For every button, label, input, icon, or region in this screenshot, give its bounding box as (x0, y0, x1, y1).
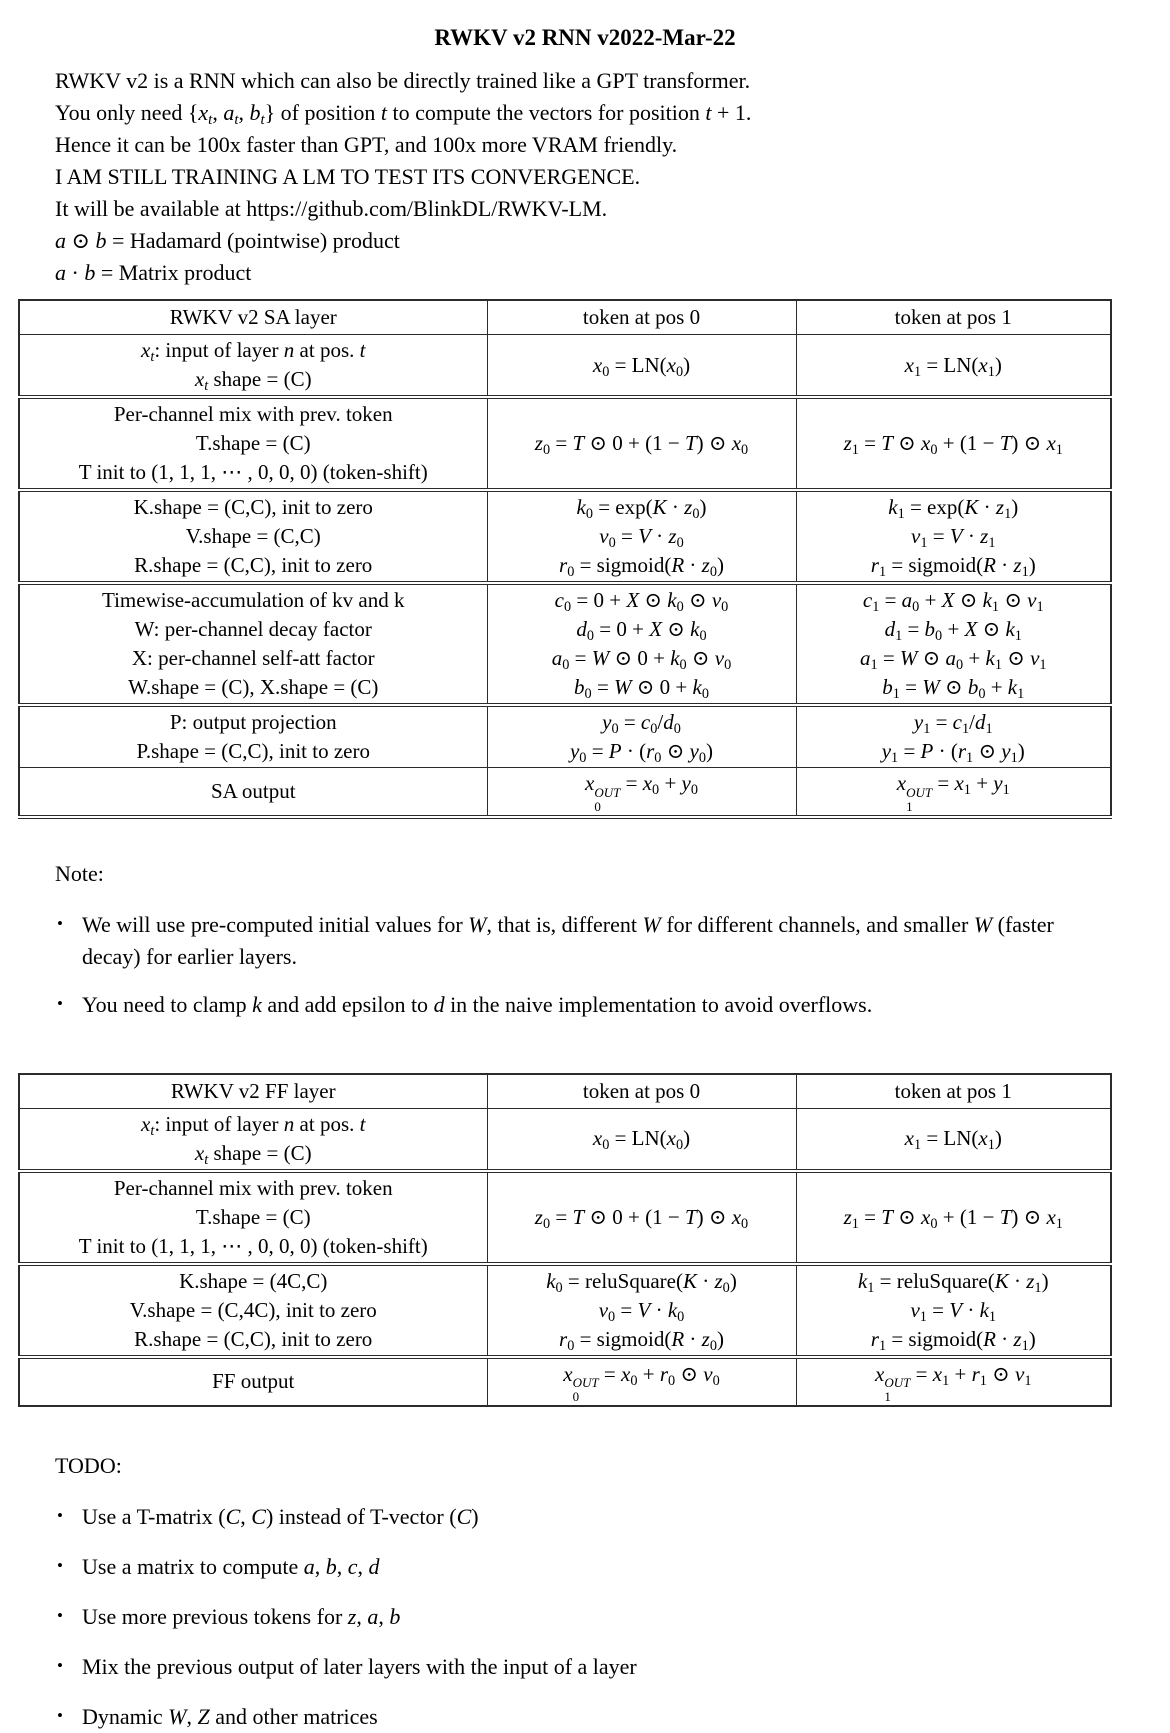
desc-cell (19, 335, 487, 398)
bullet-marker: • (57, 1506, 63, 1526)
todo-item (55, 1601, 1070, 1633)
table-header-cell: RWKV v2 FF layer (19, 1074, 487, 1109)
formula-cell (796, 1171, 1111, 1264)
desc-line: K.shape = (4C,C) (179, 1268, 328, 1293)
formula-cell (487, 397, 796, 490)
desc-cell (19, 397, 487, 490)
formula-line: x OUT 0 = $x_0 + r_0$ ⊙ $v_0$ (563, 1361, 720, 1405)
formula-line: $v_1 = V \cdot z_1$ (911, 524, 996, 551)
formula-line: $v_0 = V \cdot z_0$ (599, 524, 684, 551)
desc-line: Timewise-accumulation of kv and k (101, 588, 405, 612)
desc-cell (19, 1171, 487, 1264)
formula-line: $z_1 = T$ ⊙ $x_0 + (1 - T)$ ⊙ $x_1$ (843, 431, 1063, 458)
desc-line: FF output (212, 1369, 295, 1394)
formula-line: $a_1 = W$ ⊙ $a_0 + k_1$ ⊙ $v_1$ (859, 646, 1047, 673)
table-row (19, 490, 1111, 583)
formula-line: $k_1$ = reluSquare(K · $z_1$) (857, 1268, 1049, 1296)
table-header-row (19, 1074, 1111, 1109)
bullet-text: Dynamic W, Z and other matrices (82, 1704, 378, 1730)
table-row (19, 705, 1111, 768)
table-row (19, 1171, 1111, 1264)
formula-line: $z_0 = T$ ⊙ 0 + (1 − T) ⊙ $x_0$ (534, 1204, 749, 1232)
note-list (55, 909, 1070, 1021)
formula-line: $k_0$ = reluSquare(K · $z_0$) (546, 1268, 737, 1296)
intro-line: a · b = Matrix product (55, 260, 252, 285)
desc-line: P.shape = (C,C), init to zero (136, 739, 370, 763)
intro-line: a ⊙ b = Hadamard (pointwise) product (55, 228, 400, 253)
formula-line: $c_1 = a_0 + X$ ⊙ $k_1$ ⊙ $v_1$ (862, 588, 1044, 615)
formula-cell (487, 1108, 796, 1171)
formula-cell (796, 1264, 1111, 1357)
intro-line: I AM STILL TRAINING A LM TO TEST ITS CONVERGENCE. (55, 164, 641, 189)
sa-layer-table (18, 299, 1112, 819)
formula-line: $c_0 = 0 + X$ ⊙ $k_0$ ⊙ $v_0$ (554, 588, 729, 615)
formula-cell (487, 768, 796, 817)
formula-cell (796, 397, 1111, 490)
todo-item (55, 1551, 1070, 1583)
table-row (19, 1357, 1111, 1407)
formula-line: $d_0 = 0 + X$ ⊙ $k_0$ (576, 617, 707, 644)
formula-cell (796, 490, 1111, 583)
desc-line: R.shape = (C,C), init to zero (134, 1326, 373, 1351)
formula-line: $y_0 = c_0/d_0$ (602, 710, 681, 737)
formula-line: $k_1 = \exp(K \cdot z_1)$ (888, 495, 1019, 522)
formula-cell (487, 1357, 796, 1407)
bullet-text: Use a matrix to compute a, b, c, d (82, 1554, 380, 1580)
formula-line: $r_0$ = sigmoid(R · $z_0$) (559, 553, 724, 580)
table-header-row (19, 300, 1111, 335)
formula-line: x OUT 1 = $x_1 + r_1$ ⊙ $v_1$ (875, 1361, 1032, 1405)
formula-cell (796, 583, 1111, 705)
bullet-marker: • (57, 1606, 63, 1626)
formula-cell (487, 705, 796, 768)
desc-cell (19, 1108, 487, 1171)
bullet-text: Use a T-matrix (C, C) instead of T-vector (C) (82, 1504, 479, 1530)
formula-line: $x_1 = LN(x_1)$ (904, 352, 1002, 380)
formula-cell (796, 768, 1111, 817)
desc-line: V.shape = (C,C) (185, 524, 321, 548)
table-row (19, 397, 1111, 490)
intro-line: You only need {$x_t$, $a_t$, $b_t$} of position t to compute the vectors for position t + 1. (55, 100, 752, 129)
bullet-marker: • (57, 1656, 63, 1676)
todo-item (55, 1701, 1070, 1733)
desc-line: W: per-channel decay factor (134, 617, 372, 641)
formula-line: $r_0$ = sigmoid(R · $z_0$) (559, 1326, 724, 1354)
sub-sup-stack: OUT 0 (594, 784, 621, 814)
intro-line: RWKV v2 is a RNN which can also be directly trained like a GPT transformer. (55, 68, 751, 93)
formula-cell (487, 583, 796, 705)
document-page (0, 25, 1170, 1733)
formula-line: $r_1$ = sigmoid(R · $z_1$) (870, 553, 1036, 580)
sub-sup-stack: OUT 0 (572, 1375, 599, 1405)
sub-sup-stack: OUT 1 (884, 1375, 911, 1405)
formula-line: $x_0 = LN(x_0)$ (592, 1126, 691, 1154)
desc-cell (19, 583, 487, 705)
desc-line: W.shape = (C), X.shape = (C) (128, 675, 379, 699)
desc-line: Per-channel mix with prev. token (113, 402, 393, 426)
ff-layer-table (18, 1073, 1112, 1408)
sub-sup-stack: OUT 1 (906, 784, 933, 814)
formula-line: x OUT 1 = $x_1 + y_1$ (896, 771, 1010, 814)
formula-cell (796, 335, 1111, 398)
formula-cell (487, 1264, 796, 1357)
formula-line: $r_1$ = sigmoid(R · $z_1$) (870, 1326, 1036, 1354)
formula-line: $k_0 = \exp(K \cdot z_0)$ (576, 495, 707, 522)
desc-line: T.shape = (C) (195, 1204, 311, 1229)
table-row (19, 1264, 1111, 1357)
formula-line: $a_0 = W$ ⊙ $0 + k_0$ ⊙ $v_0$ (551, 646, 732, 673)
desc-cell (19, 768, 487, 817)
bullet-marker: • (57, 913, 63, 933)
formula-cell (796, 1357, 1111, 1407)
formula-cell (796, 1108, 1111, 1171)
desc-line: T init to (1, 1, 1, ⋯ , 0, 0, 0) (token-shift) (78, 460, 428, 484)
table-row (19, 1108, 1111, 1171)
formula-cell (487, 335, 796, 398)
formula-line: $y_1 = P \cdot (r_1$ ⊙ $y_1$) (881, 739, 1025, 766)
table-header-cell: token at pos 0 (487, 1074, 796, 1109)
bullet-marker: • (57, 1706, 63, 1726)
formula-line: $d_1 = b_0 + X$ ⊙ $k_1$ (884, 617, 1022, 644)
note-item (55, 909, 1070, 973)
bullet-marker: • (57, 1556, 63, 1576)
table-header-cell: token at pos 1 (796, 1074, 1111, 1109)
formula-line: $x_0 = LN(x_0)$ (592, 352, 691, 380)
formula-cell (487, 1171, 796, 1264)
page-title: RWKV v2 RNN v2022-Mar-22 (434, 25, 736, 50)
desc-cell (19, 1357, 487, 1407)
table-header-cell: token at pos 0 (487, 300, 796, 335)
desc-line: SA output (210, 778, 296, 803)
bullet-text: You need to clamp k and add epsilon to d in the naive implementation to avoid overflows. (82, 991, 873, 1017)
desc-line: T init to (1, 1, 1, ⋯ , 0, 0, 0) (token-shift) (78, 1233, 428, 1258)
table-row (19, 768, 1111, 817)
desc-line: $x_t$ shape = (C) (194, 367, 312, 394)
table-row (19, 583, 1111, 705)
desc-line: $x_t$: input of layer n at pos. t (141, 338, 366, 365)
todo-item (55, 1651, 1070, 1683)
desc-cell (19, 490, 487, 583)
table-row (19, 335, 1111, 398)
bullet-text: We will use pre-computed initial values for W, that is, different W for different channels, and smaller W (faster decay) for earlier layers. (82, 911, 1054, 969)
formula-line: $x_1 = LN(x_1)$ (904, 1126, 1002, 1154)
intro-line: Hence it can be 100x faster than GPT, and 100x more VRAM friendly. (55, 132, 678, 157)
intro-paragraph (55, 65, 1170, 289)
note-item (55, 989, 1070, 1021)
todo-list (55, 1501, 1070, 1733)
desc-cell (19, 1264, 487, 1357)
formula-line: $v_0 = V \cdot k_0$ (598, 1297, 685, 1325)
desc-line: X: per-channel self-att factor (131, 646, 375, 670)
desc-line: $x_t$ shape = (C) (194, 1140, 312, 1168)
table-header-cell: token at pos 1 (796, 300, 1111, 335)
bullet-text: Mix the previous output of later layers with the input of a layer (82, 1654, 637, 1680)
note-heading: Note: (55, 860, 104, 886)
table-header-cell: RWKV v2 SA layer (19, 300, 487, 335)
desc-line: T.shape = (C) (195, 431, 311, 455)
desc-line: $x_t$: input of layer n at pos. t (141, 1111, 366, 1139)
intro-line: It will be available at https://github.com/BlinkDL/RWKV-LM. (55, 196, 608, 221)
desc-line: P: output projection (169, 710, 337, 734)
formula-line: $z_0 = T$ ⊙ 0 + (1 − T) ⊙ $x_0$ (534, 431, 749, 458)
bullet-text: Use more previous tokens for z, a, b (82, 1604, 401, 1630)
desc-line: Per-channel mix with prev. token (113, 1175, 393, 1200)
desc-line: R.shape = (C,C), init to zero (134, 553, 373, 577)
bullet-marker: • (57, 993, 63, 1013)
formula-line: $b_1 = W$ ⊙ $b_0 + k_1$ (882, 675, 1025, 702)
desc-cell (19, 705, 487, 768)
formula-cell (796, 705, 1111, 768)
desc-line: K.shape = (C,C), init to zero (133, 495, 373, 519)
formula-line: $b_0 = W$ ⊙ $0 + k_0$ (574, 675, 709, 702)
formula-line: $z_1 = T$ ⊙ $x_0 + (1 - T)$ ⊙ $x_1$ (843, 1204, 1063, 1232)
todo-heading: TODO: (55, 1453, 122, 1479)
formula-cell (487, 490, 796, 583)
formula-line: $y_1 = c_1/d_1$ (913, 710, 993, 737)
formula-line: $v_1 = V \cdot k_1$ (910, 1297, 997, 1325)
formula-line: $y_0 = P \cdot (r_0$ ⊙ $y_0$) (569, 739, 714, 766)
todo-item (55, 1501, 1070, 1533)
desc-line: V.shape = (C,4C), init to zero (129, 1297, 377, 1322)
formula-line: x OUT 0 = $x_0 + y_0$ (585, 771, 698, 814)
